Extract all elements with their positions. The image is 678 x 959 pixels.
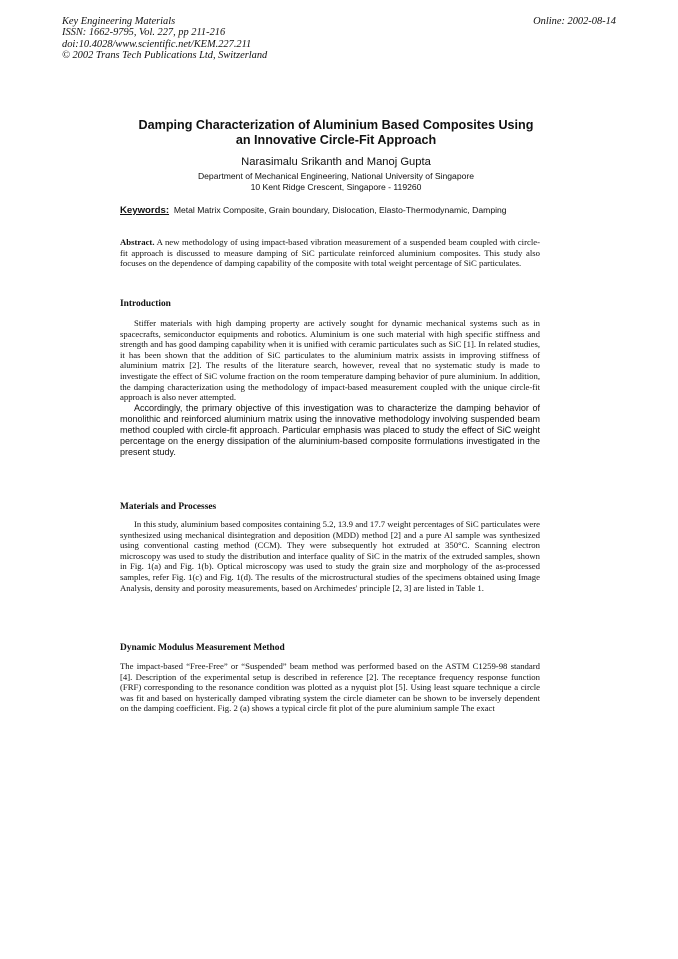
dynamic-modulus-section xyxy=(120,661,540,714)
dynamic-modulus-paragraph-1: The impact-based “Free-Free” or “Suspended” beam method was performed based on the ASTM C1259-98 standard [4]. Description of the experimental setup is described in reference [2]. The receptance frequency response function (FRF) corresponding to the resonance condition was plotted as a nyquist plot [5]. Using least square technique a circle was fit and based on hysterically damped vibrating system the circle diameter can be shown to be inversely dependent on the damping coefficient. Fig. 2 (a) shows a typical circle fit plot of the pure aluminium sample The exact xyxy=(120,661,540,714)
dynamic-modulus-heading: Dynamic Modulus Measurement Method xyxy=(120,643,285,653)
keywords-text: Metal Matrix Composite, Grain boundary, Dislocation, Elasto-Thermodynamic, Damping xyxy=(173,205,507,215)
authors: Narasimalu Srikanth and Manoj Gupta xyxy=(241,156,431,168)
intro-paragraph-2: Accordingly, the primary objective of this investigation was to characterize the damping behavior of monolithic and reinforced aluminium matrix using the innovative methodology involving suspended beam method coupled with circle-fit approach. Particular emphasis was placed to study the effect of SiC weight percentage on the energy dissipation of the aluminium-based composite formulations investigated in the present study. xyxy=(120,402,540,458)
affiliation-line-1: Department of Mechanical Engineering, National University of Singapore xyxy=(197,171,475,181)
materials-section xyxy=(120,519,540,593)
issn-line: ISSN: 1662-9795, Vol. 227, pp 211-216 xyxy=(62,27,226,39)
affiliation xyxy=(62,171,610,192)
intro-paragraph-1: Stiffer materials with high damping property are actively sought for dynamic mechanical systems such as in spacecrafts, semiconductor equipments and robotics. Aluminium is one such material with high specific stiffness and strength and has good damping capability when it is unified with ceramic particulates such as SiC [1]. In related studies, it has been shown that the addition of SiC particulates to the aluminium matrix assists in improving stiffness of aluminium matrix [2]. The results of the literature search, however, reveal that no systematic study is made to investigate the effect of SiC volume fraction on the room temperature damping behavior of pure aluminium. In addition, the damping characterization using the methodology of impact-based measurement coupled with the unique circle-fit approach is also never attempted. xyxy=(120,318,540,403)
intro-section xyxy=(120,318,540,458)
online-date: Online: 2002-08-14 xyxy=(533,16,616,27)
affiliation-line-2: 10 Kent Ridge Crescent, Singapore - 119260 xyxy=(250,181,422,192)
paper-title xyxy=(62,118,610,147)
doi-line: doi:10.4028/www.scientific.net/KEM.227.211 xyxy=(62,38,252,50)
abstract-text: A new methodology of using impact-based vibration measurement of a suspended beam coupled with circle-fit approach is discussed to measure damping of SiC particulate reinforced aluminium composites. This study also focuses on the dependence of damping capability of the composite with total weight percentage of SiC particulates. xyxy=(120,237,540,269)
keywords xyxy=(120,205,540,217)
abstract-label: Abstract. xyxy=(120,237,155,247)
materials-paragraph-1: In this study, aluminium based composites containing 5.2, 13.9 and 17.7 weight percentages of SiC particulates were synthesized using mechanical disintegration and deposition (MDD) method [2] and a pure Al sample was synthesized using conventional casting method (CCM). They were subsequently hot extruded at 350°C. Scanning electron microscopy was used to study the distribution and interface quality of SiC in the matrix of the extruded samples, shown in Fig. 1(a) and Fig. 1(b). Optical microscopy was used to study the grain size and morphology of the as-processed samples, refer Fig. 1(c) and Fig. 1(d). The results of the microstructural studies of the specimens obtained using Image Analysis, density and porosity measurements, based on Archimedes' principle [2, 3] are listed in Table 1. xyxy=(120,519,540,593)
journal-header xyxy=(62,16,267,62)
intro-heading: Introduction xyxy=(120,299,171,309)
keywords-label: Keywords: xyxy=(120,205,170,216)
abstract xyxy=(120,237,540,269)
materials-heading: Materials and Processes xyxy=(120,502,217,512)
title-line-2: an Innovative Circle-Fit Approach xyxy=(235,132,437,147)
journal-name: Key Engineering Materials xyxy=(62,16,176,27)
title-line-1: Damping Characterization of Aluminium Based Composites Using xyxy=(138,118,534,132)
copyright-line: © 2002 Trans Tech Publications Ltd, Switzerland xyxy=(62,50,268,62)
